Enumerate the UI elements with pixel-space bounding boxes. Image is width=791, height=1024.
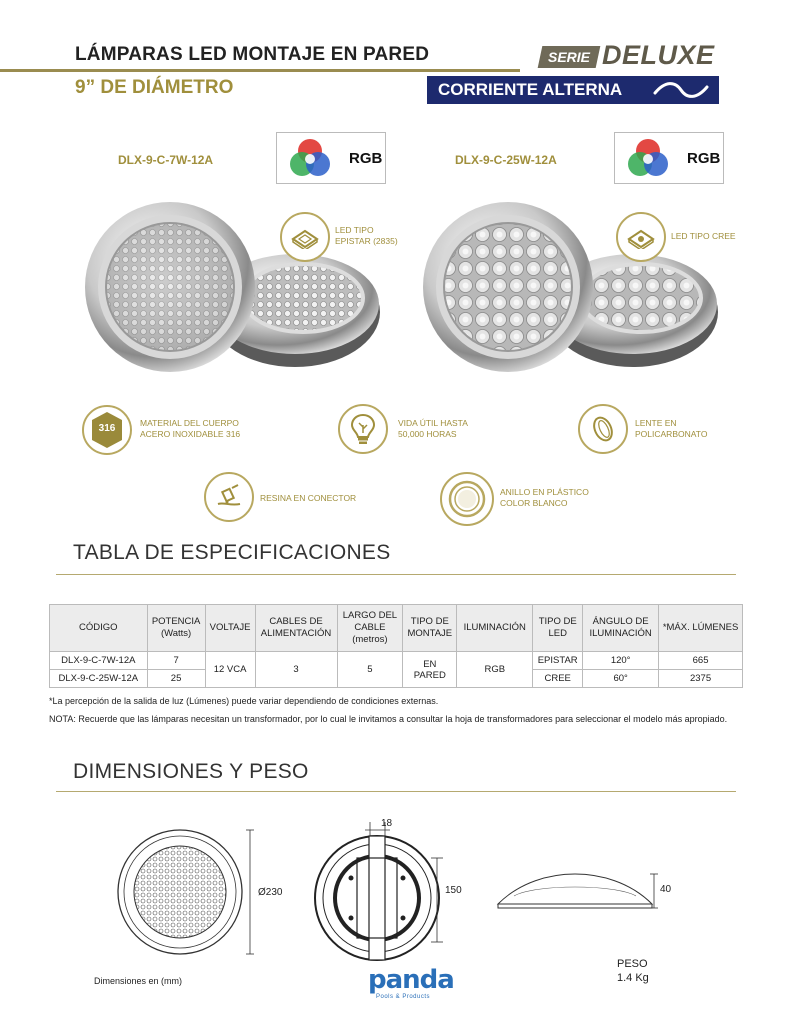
th-iluminacion: ILUMINACIÓN — [457, 605, 533, 652]
rgb-icon — [625, 135, 671, 181]
th-codigo: CÓDIGO — [50, 605, 148, 652]
header-divider — [0, 69, 520, 72]
peso-value: 1.4 Kg — [617, 972, 649, 984]
cell-angulo: 120° — [583, 652, 659, 670]
product-model-2: DLX-9-C-25W-12A — [455, 153, 557, 167]
cell-lumenes: 2375 — [659, 670, 743, 688]
th-lumenes: *MÁX. LÚMENES — [659, 605, 743, 652]
th-montaje: TIPO DE MONTAJE — [403, 605, 457, 652]
cell-largo: 5 — [337, 652, 403, 688]
cell-codigo: DLX-9-C-25W-12A — [50, 670, 148, 688]
current-badge — [427, 76, 719, 104]
resin-connector-icon — [204, 472, 254, 522]
th-largo: LARGO DEL CABLE (metros) — [337, 605, 403, 652]
serie-name: DELUXE — [602, 40, 715, 70]
dim-section-divider — [56, 791, 736, 792]
anillo-label: ANILLO EN PLÁSTICO COLOR BLANCO — [500, 487, 589, 508]
rgb-card-1 — [276, 132, 386, 184]
rgb-label: RGB — [687, 149, 721, 167]
spec-table — [49, 604, 743, 688]
lente-label: LENTE EN POLICARBONATO — [635, 418, 708, 439]
resina-label: RESINA EN CONECTOR — [260, 493, 357, 503]
front-view-drawing — [110, 820, 270, 970]
current-label: CORRIENTE ALTERNA — [438, 80, 623, 99]
cell-lumenes: 665 — [659, 652, 743, 670]
spec-section-divider — [56, 574, 736, 575]
cell-potencia: 7 — [147, 652, 205, 670]
brand-tagline: Pools & Products — [375, 994, 431, 1000]
ac-wave-icon — [653, 82, 709, 98]
material-badge-icon — [82, 405, 132, 455]
peso-label: PESO — [617, 958, 648, 970]
material-badge-text: 316 — [98, 423, 116, 434]
serie-label: SERIE — [547, 49, 590, 65]
th-tipo-led: TIPO DE LED — [533, 605, 583, 652]
led-feature-label-2: LED TIPO CREE — [671, 231, 736, 241]
nota-text: NOTA: Recuerde que las lámparas necesitan un transformador, por lo cual le invitamos a consultar la hoja de transformadores para seleccionar el modelo más apropiado. — [49, 714, 728, 724]
cell-iluminacion: RGB — [457, 652, 533, 688]
table-row — [50, 652, 743, 670]
footnote: *La percepción de la salida de luz (Lúmenes) puede variar dependiendo de condiciones externas. — [49, 696, 439, 706]
lamp-7w-image — [85, 192, 385, 402]
cell-potencia: 25 — [147, 670, 205, 688]
led-chip-icon-1 — [280, 212, 330, 262]
led-chip-icon-2 — [616, 212, 666, 262]
cell-angulo: 60° — [583, 670, 659, 688]
led-feature-label-1: LED TIPO EPISTAR (2835) — [335, 225, 398, 246]
lamp-25w-image — [423, 192, 723, 402]
cell-led: CREE — [533, 670, 583, 688]
cell-codigo: DLX-9-C-7W-12A — [50, 652, 148, 670]
cell-montaje: EN PARED — [403, 652, 457, 688]
vida-util-label: VIDA ÚTIL HASTA 50,000 HORAS — [398, 418, 468, 439]
cell-voltaje: 12 VCA — [205, 652, 255, 688]
rgb-card-2 — [614, 132, 724, 184]
material-label: MATERIAL DEL CUERPO ACERO INOXIDABLE 316 — [140, 418, 241, 439]
th-voltaje: VOLTAJE — [205, 605, 255, 652]
product-model-1: DLX-9-C-7W-12A — [118, 153, 214, 167]
lens-icon — [578, 404, 628, 454]
page-subtitle: 9” DE DIÁMETRO — [75, 77, 234, 98]
serie-badge — [538, 46, 601, 68]
height-side-label: 150 — [445, 885, 462, 896]
th-cables: CABLES DE ALIMENTACIÓN — [255, 605, 337, 652]
rgb-icon — [287, 135, 333, 181]
cell-led: EPISTAR — [533, 652, 583, 670]
units-note: Dimensiones en (mm) — [94, 976, 183, 986]
th-angulo: ÁNGULO DE ILUMINACIÓN — [583, 605, 659, 652]
th-potencia: POTENCIA (Watts) — [147, 605, 205, 652]
depth-label: 40 — [660, 884, 672, 895]
lightbulb-icon — [338, 404, 388, 454]
brand-logo — [368, 965, 454, 1000]
dim-section-title: DIMENSIONES Y PESO — [73, 760, 309, 783]
diameter-label: Ø230 — [258, 887, 283, 898]
ring-icon — [440, 472, 494, 526]
rear-view-drawing — [305, 818, 445, 968]
brand-name: panda — [368, 965, 454, 995]
width-top-label: 18 — [381, 818, 393, 829]
spec-section-title: TABLA DE ESPECIFICACIONES — [73, 541, 391, 564]
side-view-drawing — [490, 860, 670, 920]
rgb-label: RGB — [349, 149, 383, 167]
page-title: LÁMPARAS LED MONTAJE EN PARED — [75, 44, 430, 65]
cell-cables: 3 — [255, 652, 337, 688]
